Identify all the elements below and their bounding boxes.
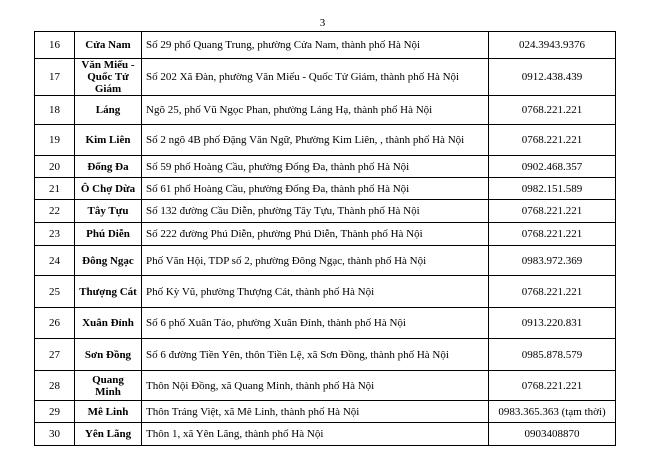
row-number: 26 — [35, 308, 75, 339]
row-number: 30 — [35, 423, 75, 446]
table-row — [35, 96, 616, 125]
table-row — [35, 276, 616, 308]
ward-phone: 0768.221.221 — [489, 371, 616, 401]
table-row — [35, 178, 616, 200]
ward-address: Số 6 đường Tiền Yên, thôn Tiền Lệ, xã Sơn Đồng, thành phố Hà Nội — [142, 339, 489, 371]
ward-name: Xuân Đỉnh — [75, 308, 142, 339]
row-number: 24 — [35, 246, 75, 276]
ward-phone: 0768.221.221 — [489, 200, 616, 223]
table-row — [35, 125, 616, 156]
row-number: 16 — [35, 32, 75, 59]
row-number: 23 — [35, 223, 75, 246]
ward-name: Thượng Cát — [75, 276, 142, 308]
ward-address: Ngõ 25, phố Vũ Ngọc Phan, phường Láng Hạ, thành phố Hà Nội — [142, 96, 489, 125]
ward-name: Ô Chợ Dừa — [75, 178, 142, 200]
row-number: 28 — [35, 371, 75, 401]
ward-name: Sơn Đồng — [75, 339, 142, 371]
ward-address: Số 202 Xã Đàn, phường Văn Miếu - Quốc Tử Giám, thành phố Hà Nội — [142, 59, 489, 96]
ward-address: Thôn Tráng Việt, xã Mê Linh, thành phố Hà Nội — [142, 401, 489, 423]
ward-name: Văn Miếu - Quốc Tử Giám — [75, 59, 142, 96]
table-row — [35, 423, 616, 446]
row-number: 25 — [35, 276, 75, 308]
row-number: 17 — [35, 59, 75, 96]
table-row — [35, 246, 616, 276]
ward-name: Yên Lãng — [75, 423, 142, 446]
row-number: 20 — [35, 156, 75, 178]
ward-phone: 0768.221.221 — [489, 276, 616, 308]
ward-phone: 0768.221.221 — [489, 125, 616, 156]
row-number: 29 — [35, 401, 75, 423]
ward-name: Đông Ngạc — [75, 246, 142, 276]
row-number: 21 — [35, 178, 75, 200]
ward-address: Số 132 đường Cầu Diễn, phường Tây Tựu, Thành phố Hà Nội — [142, 200, 489, 223]
ward-address: Số 6 phố Xuân Tảo, phường Xuân Đỉnh, thành phố Hà Nội — [142, 308, 489, 339]
table-row — [35, 156, 616, 178]
ward-phone: 0768.221.221 — [489, 223, 616, 246]
ward-name: Láng — [75, 96, 142, 125]
ward-phone: 0902.468.357 — [489, 156, 616, 178]
row-number: 19 — [35, 125, 75, 156]
ward-phone: 0912.438.439 — [489, 59, 616, 96]
table-row — [35, 223, 616, 246]
ward-phone: 0983.365.363 (tạm thời) — [489, 401, 616, 423]
ward-phone: 0903408870 — [489, 423, 616, 446]
ward-phone: 024.3943.9376 — [489, 32, 616, 59]
page-number: 3 — [319, 17, 326, 29]
table-row — [35, 200, 616, 223]
ward-phone: 0768.221.221 — [489, 96, 616, 125]
ward-office-table — [34, 31, 616, 446]
ward-name: Tây Tựu — [75, 200, 142, 223]
ward-name: Quang Minh — [75, 371, 142, 401]
ward-phone: 0913.220.831 — [489, 308, 616, 339]
ward-name: Đống Đa — [75, 156, 142, 178]
row-number: 22 — [35, 200, 75, 223]
ward-name: Phú Diễn — [75, 223, 142, 246]
ward-address: Số 61 phố Hoàng Cầu, phường Đống Đa, thành phố Hà Nội — [142, 178, 489, 200]
ward-name: Cửa Nam — [75, 32, 142, 59]
table-row — [35, 401, 616, 423]
ward-address: Số 59 phố Hoàng Cầu, phường Đống Đa, thành phố Hà Nội — [142, 156, 489, 178]
row-number: 27 — [35, 339, 75, 371]
table-row — [35, 32, 616, 59]
row-number: 18 — [35, 96, 75, 125]
ward-address: Thôn 1, xã Yên Lãng, thành phố Hà Nội — [142, 423, 489, 446]
ward-address: Phố Kỳ Vũ, phường Thượng Cát, thành phố Hà Nội — [142, 276, 489, 308]
table-row — [35, 308, 616, 339]
ward-phone: 0983.972.369 — [489, 246, 616, 276]
table-row — [35, 59, 616, 96]
ward-address: Phố Văn Hội, TDP số 2, phường Đông Ngạc, thành phố Hà Nội — [142, 246, 489, 276]
ward-name: Kim Liên — [75, 125, 142, 156]
ward-phone: 0985.878.579 — [489, 339, 616, 371]
ward-address: Thôn Nội Đồng, xã Quang Minh, thành phố Hà Nội — [142, 371, 489, 401]
table-row — [35, 371, 616, 401]
ward-phone: 0982.151.589 — [489, 178, 616, 200]
ward-address: Số 29 phố Quang Trung, phường Cửa Nam, thành phố Hà Nội — [142, 32, 489, 59]
ward-name: Mê Linh — [75, 401, 142, 423]
table-row — [35, 339, 616, 371]
ward-address: Số 222 đường Phú Diễn, phường Phú Diễn, Thành phố Hà Nội — [142, 223, 489, 246]
ward-address: Số 2 ngõ 4B phố Đặng Văn Ngữ, Phường Kim Liên, , thành phố Hà Nội — [142, 125, 489, 156]
